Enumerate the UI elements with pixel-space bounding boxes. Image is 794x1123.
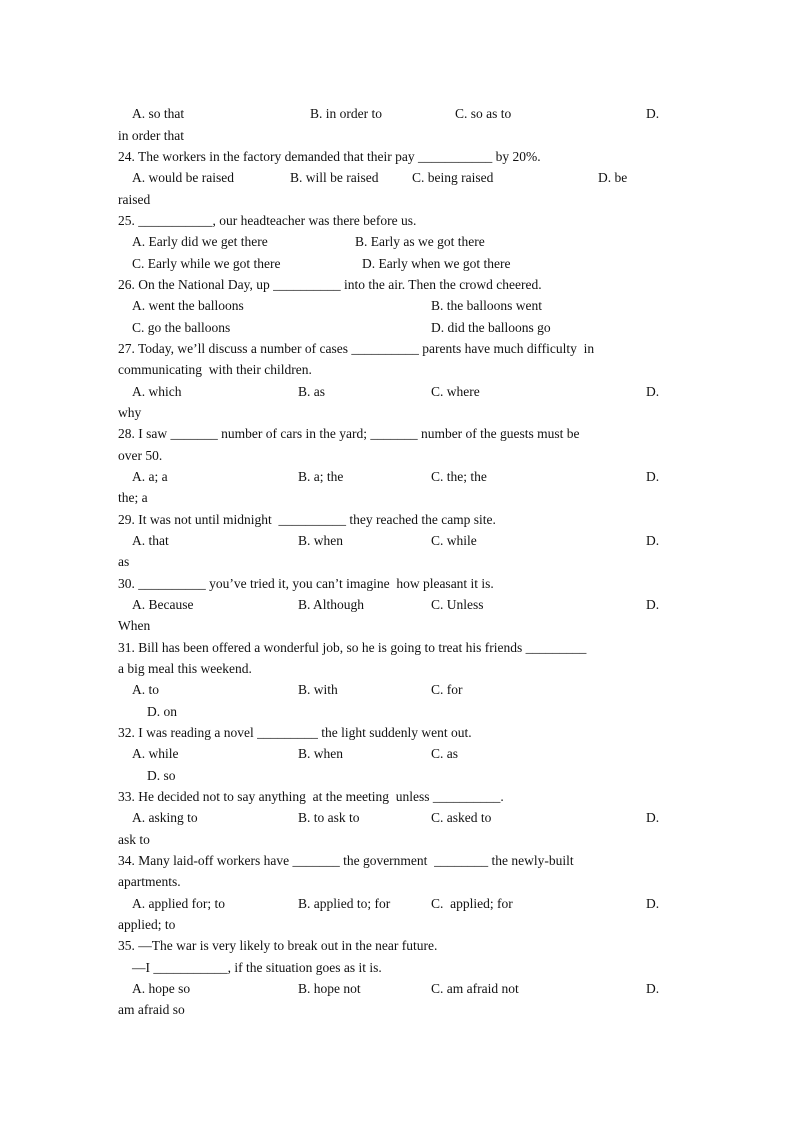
q26-option-b: B. the balloons went <box>431 298 542 313</box>
q29-option-d-text: as <box>118 554 130 569</box>
q33-option-c: C. asked to <box>431 810 492 825</box>
q27-option-c: C. where <box>431 384 480 399</box>
q35-option-d-label: D. <box>646 981 660 996</box>
q32-option-b: B. when <box>298 746 343 761</box>
q25-option-b: B. Early as we got there <box>355 234 485 249</box>
q34-option-a: A. applied for; to <box>132 896 225 911</box>
q23-option-a: A. so that <box>132 106 185 121</box>
question-28-cont: over 50. <box>118 448 163 463</box>
q23-option-d-label: D. <box>646 106 660 121</box>
q23-option-c: C. so as to <box>455 106 512 121</box>
q26-option-c: C. go the balloons <box>132 320 231 335</box>
q33-option-b: B. to ask to <box>298 810 360 825</box>
question-26: 26. On the National Day, up __________ into the air. Then the crowd cheered. <box>118 277 542 292</box>
q35-option-b: B. hope not <box>298 981 361 996</box>
q32-option-c: C. as <box>431 746 458 761</box>
q26-option-a: A. went the balloons <box>132 298 244 313</box>
q28-option-d-label: D. <box>646 469 660 484</box>
q34-option-c: C. applied; for <box>431 896 513 911</box>
question-30: 30. __________ you’ve tried it, you can’t imagine how pleasant it is. <box>118 576 494 591</box>
q30-option-d-text: When <box>118 618 151 633</box>
q30-option-a: A. Because <box>132 597 194 612</box>
question-32: 32. I was reading a novel _________ the light suddenly went out. <box>118 725 472 740</box>
q29-option-c: C. while <box>431 533 477 548</box>
q27-option-a: A. which <box>132 384 182 399</box>
q31-option-d: D. on <box>147 704 177 719</box>
q25-option-a: A. Early did we get there <box>132 234 268 249</box>
question-27: 27. Today, we’ll discuss a number of cases __________ parents have much difficulty in <box>118 341 595 356</box>
question-29: 29. It was not until midnight __________ they reached the camp site. <box>118 512 496 527</box>
question-31-cont: a big meal this weekend. <box>118 661 252 676</box>
q24-option-d-text: raised <box>118 192 151 207</box>
q26-option-d: D. did the balloons go <box>431 320 551 335</box>
q24-option-c: C. being raised <box>412 170 494 185</box>
q35-option-d-text: am afraid so <box>118 1002 185 1017</box>
q31-option-c: C. for <box>431 682 463 697</box>
q28-option-a: A. a; a <box>132 469 168 484</box>
question-25: 25. ___________, our headteacher was there before us. <box>118 213 417 228</box>
question-27-cont: communicating with their children. <box>118 362 312 377</box>
q27-option-d-text: why <box>118 405 142 420</box>
question-24: 24. The workers in the factory demanded that their pay ___________ by 20%. <box>118 149 541 164</box>
q28-option-b: B. a; the <box>298 469 344 484</box>
q35-option-c: C. am afraid not <box>431 981 519 996</box>
q29-option-b: B. when <box>298 533 343 548</box>
q30-option-c: C. Unless <box>431 597 484 612</box>
q27-option-d-label: D. <box>646 384 660 399</box>
question-28: 28. I saw _______ number of cars in the yard; _______ number of the guests must be <box>118 426 580 441</box>
q34-option-d-label: D. <box>646 896 660 911</box>
question-34-cont: apartments. <box>118 874 181 889</box>
q33-option-d-text: ask to <box>118 832 150 847</box>
q32-option-d: D. so <box>147 768 176 783</box>
q34-option-d-text: applied; to <box>118 917 176 932</box>
q25-option-d: D. Early when we got there <box>362 256 511 271</box>
question-31: 31. Bill has been offered a wonderful job, so he is going to treat his friends _________ <box>118 640 587 655</box>
q32-option-a: A. while <box>132 746 179 761</box>
q31-option-a: A. to <box>132 682 159 697</box>
question-35-response: —I ___________, if the situation goes as it is. <box>132 960 382 975</box>
q35-option-a: A. hope so <box>132 981 191 996</box>
q25-option-c: C. Early while we got there <box>132 256 281 271</box>
q24-option-b: B. will be raised <box>290 170 379 185</box>
q30-option-d-label: D. <box>646 597 660 612</box>
question-35: 35. —The war is very likely to break out in the near future. <box>118 938 438 953</box>
q33-option-a: A. asking to <box>132 810 198 825</box>
q28-option-d-text: the; a <box>118 490 148 505</box>
question-33: 33. He decided not to say anything at the meeting unless __________. <box>118 789 504 804</box>
question-34: 34. Many laid-off workers have _______ the government ________ the newly-built <box>118 853 574 868</box>
q23-option-b: B. in order to <box>310 106 382 121</box>
q29-option-a: A. that <box>132 533 169 548</box>
q29-option-d-label: D. <box>646 533 660 548</box>
q33-option-d-label: D. <box>646 810 660 825</box>
q34-option-b: B. applied to; for <box>298 896 391 911</box>
q28-option-c: C. the; the <box>431 469 487 484</box>
q24-option-a: A. would be raised <box>132 170 234 185</box>
q30-option-b: B. Although <box>298 597 365 612</box>
q27-option-b: B. as <box>298 384 325 399</box>
q23-option-d-text: in order that <box>118 128 184 143</box>
q31-option-b: B. with <box>298 682 338 697</box>
q24-option-d-label: D. be <box>598 170 628 185</box>
